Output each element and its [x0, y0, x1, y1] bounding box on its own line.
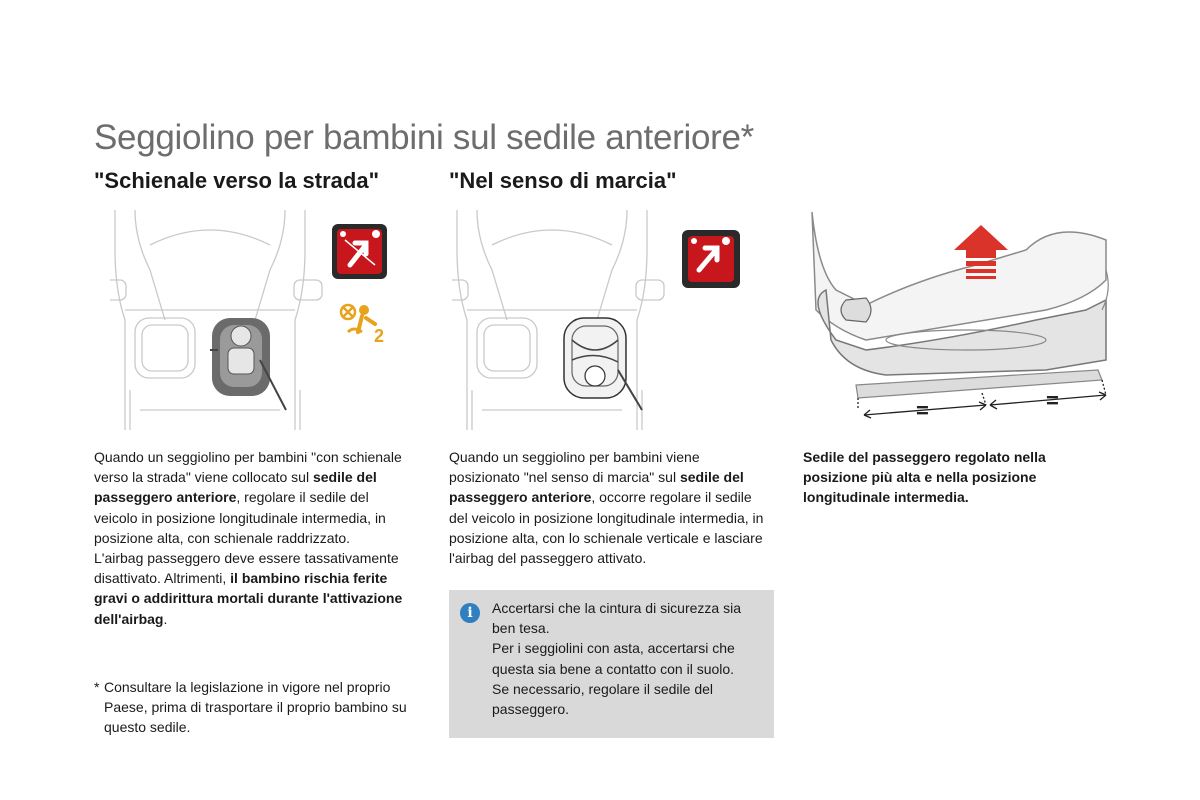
- seat-adjustment-caption: Sedile del passeggero regolato nella posizione più alta e nella posizione longitudinale intermedia.: [803, 449, 1046, 506]
- seat-adjustment-illustration: [806, 210, 1118, 425]
- footnote-text: Consultare la legislazione in vigore nel proprio Paese, prima di trasportare il proprio bambino su questo sedile.: [104, 679, 407, 736]
- forward-facing-p1-c: , occorre regolare il sedile del veicolo in posizione longitudinale intermedia, in posizione alta, con lo schienale verticale e lasciare l'airbag del passeggero attivato.: [449, 489, 764, 567]
- rear-facing-p1-bold: sedile del passeggero anteriore: [94, 469, 377, 506]
- airbag-off-label: [332, 224, 387, 279]
- airbag-number: 2: [374, 326, 385, 346]
- info-line-belt: Accertarsi che la cintura di sicurezza sia ben tesa.: [492, 600, 741, 637]
- forward-facing-p1-bold: sedile del passeggero anteriore: [449, 469, 744, 506]
- section-heading-forward-facing: "Nel senso di marcia": [449, 168, 677, 193]
- footnote-star: *: [94, 679, 100, 695]
- rear-facing-p2-a: L'airbag passeggero deve essere tassativamente disattivato. Altrimenti,: [94, 550, 399, 587]
- rear-facing-warning-bold: il bambino rischia ferite gravi o addirittura mortali durante l'attivazione dell'airbag: [94, 570, 403, 627]
- info-box: [449, 590, 774, 738]
- info-line-adjust: Se necessario, regolare il sedile del passeggero.: [492, 680, 714, 718]
- forward-facing-text: [449, 447, 774, 568]
- child-seat-forward-facing: [564, 318, 642, 410]
- forward-facing-p1-a: Quando un seggiolino per bambini viene posizionato "nel senso di marcia" sul: [449, 449, 700, 486]
- page-title: Seggiolino per bambini sul sedile anteriore*: [94, 118, 754, 157]
- airbag-off-warning-icon: [341, 305, 384, 346]
- rear-facing-p1-a: Quando un seggiolino per bambini "con schienale verso la strada" viene collocato sul: [94, 449, 402, 486]
- forward-facing-seat-illustration: [452, 210, 752, 430]
- rear-facing-p2-c: .: [163, 610, 168, 627]
- rear-facing-p1-c: , regolare il sedile del veicolo in posizione longitudinale intermedia, in posizione alta, con schienale raddrizzato.: [94, 489, 386, 546]
- info-line-support-leg: Per i seggiolini con asta, accertarsi che questa sia bene a contatto con il suolo.: [492, 640, 735, 677]
- equal-sign-1: =: [916, 398, 929, 423]
- section-heading-rear-facing: "Schienale verso la strada": [94, 168, 380, 193]
- footnote: [94, 677, 414, 738]
- child-seat-rear-facing: [210, 318, 286, 410]
- info-text: [492, 598, 767, 719]
- rear-facing-seat-illustration: [110, 210, 410, 430]
- info-icon: i: [460, 603, 480, 623]
- airbag-on-label: [682, 230, 740, 288]
- equal-sign-2: =: [1046, 388, 1059, 413]
- rear-facing-text: [94, 447, 414, 629]
